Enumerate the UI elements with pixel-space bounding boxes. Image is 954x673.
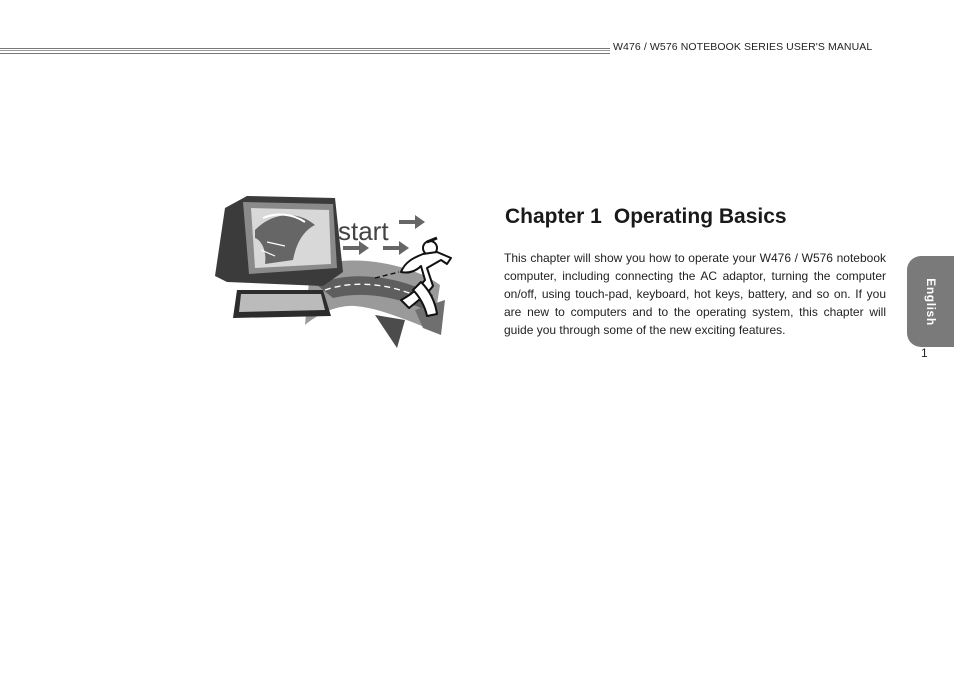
chapter-intro-paragraph: This chapter will show you how to operate your W476 / W576 notebook computer, including connecting the AC adaptor, turning the computer on/off, using touch-pad, keyboard, hot keys, battery, and so on. If you are new to computers and to the operating system, this chapter will guide you through some of the new exciting features. (504, 251, 886, 337)
chapter-title: Operating Basics (613, 205, 787, 228)
manual-title: W476 / W576 NOTEBOOK SERIES USER'S MANUAL (613, 41, 873, 53)
start-word: start (338, 216, 389, 246)
chapter-number: Chapter 1 (505, 205, 602, 228)
language-tab (907, 256, 954, 347)
chapter-heading (505, 205, 787, 229)
page-number: 1 (921, 346, 928, 360)
language-tab-label: English (923, 277, 938, 326)
computer-running-figure-illustration (205, 190, 455, 355)
header-rule (0, 48, 610, 54)
